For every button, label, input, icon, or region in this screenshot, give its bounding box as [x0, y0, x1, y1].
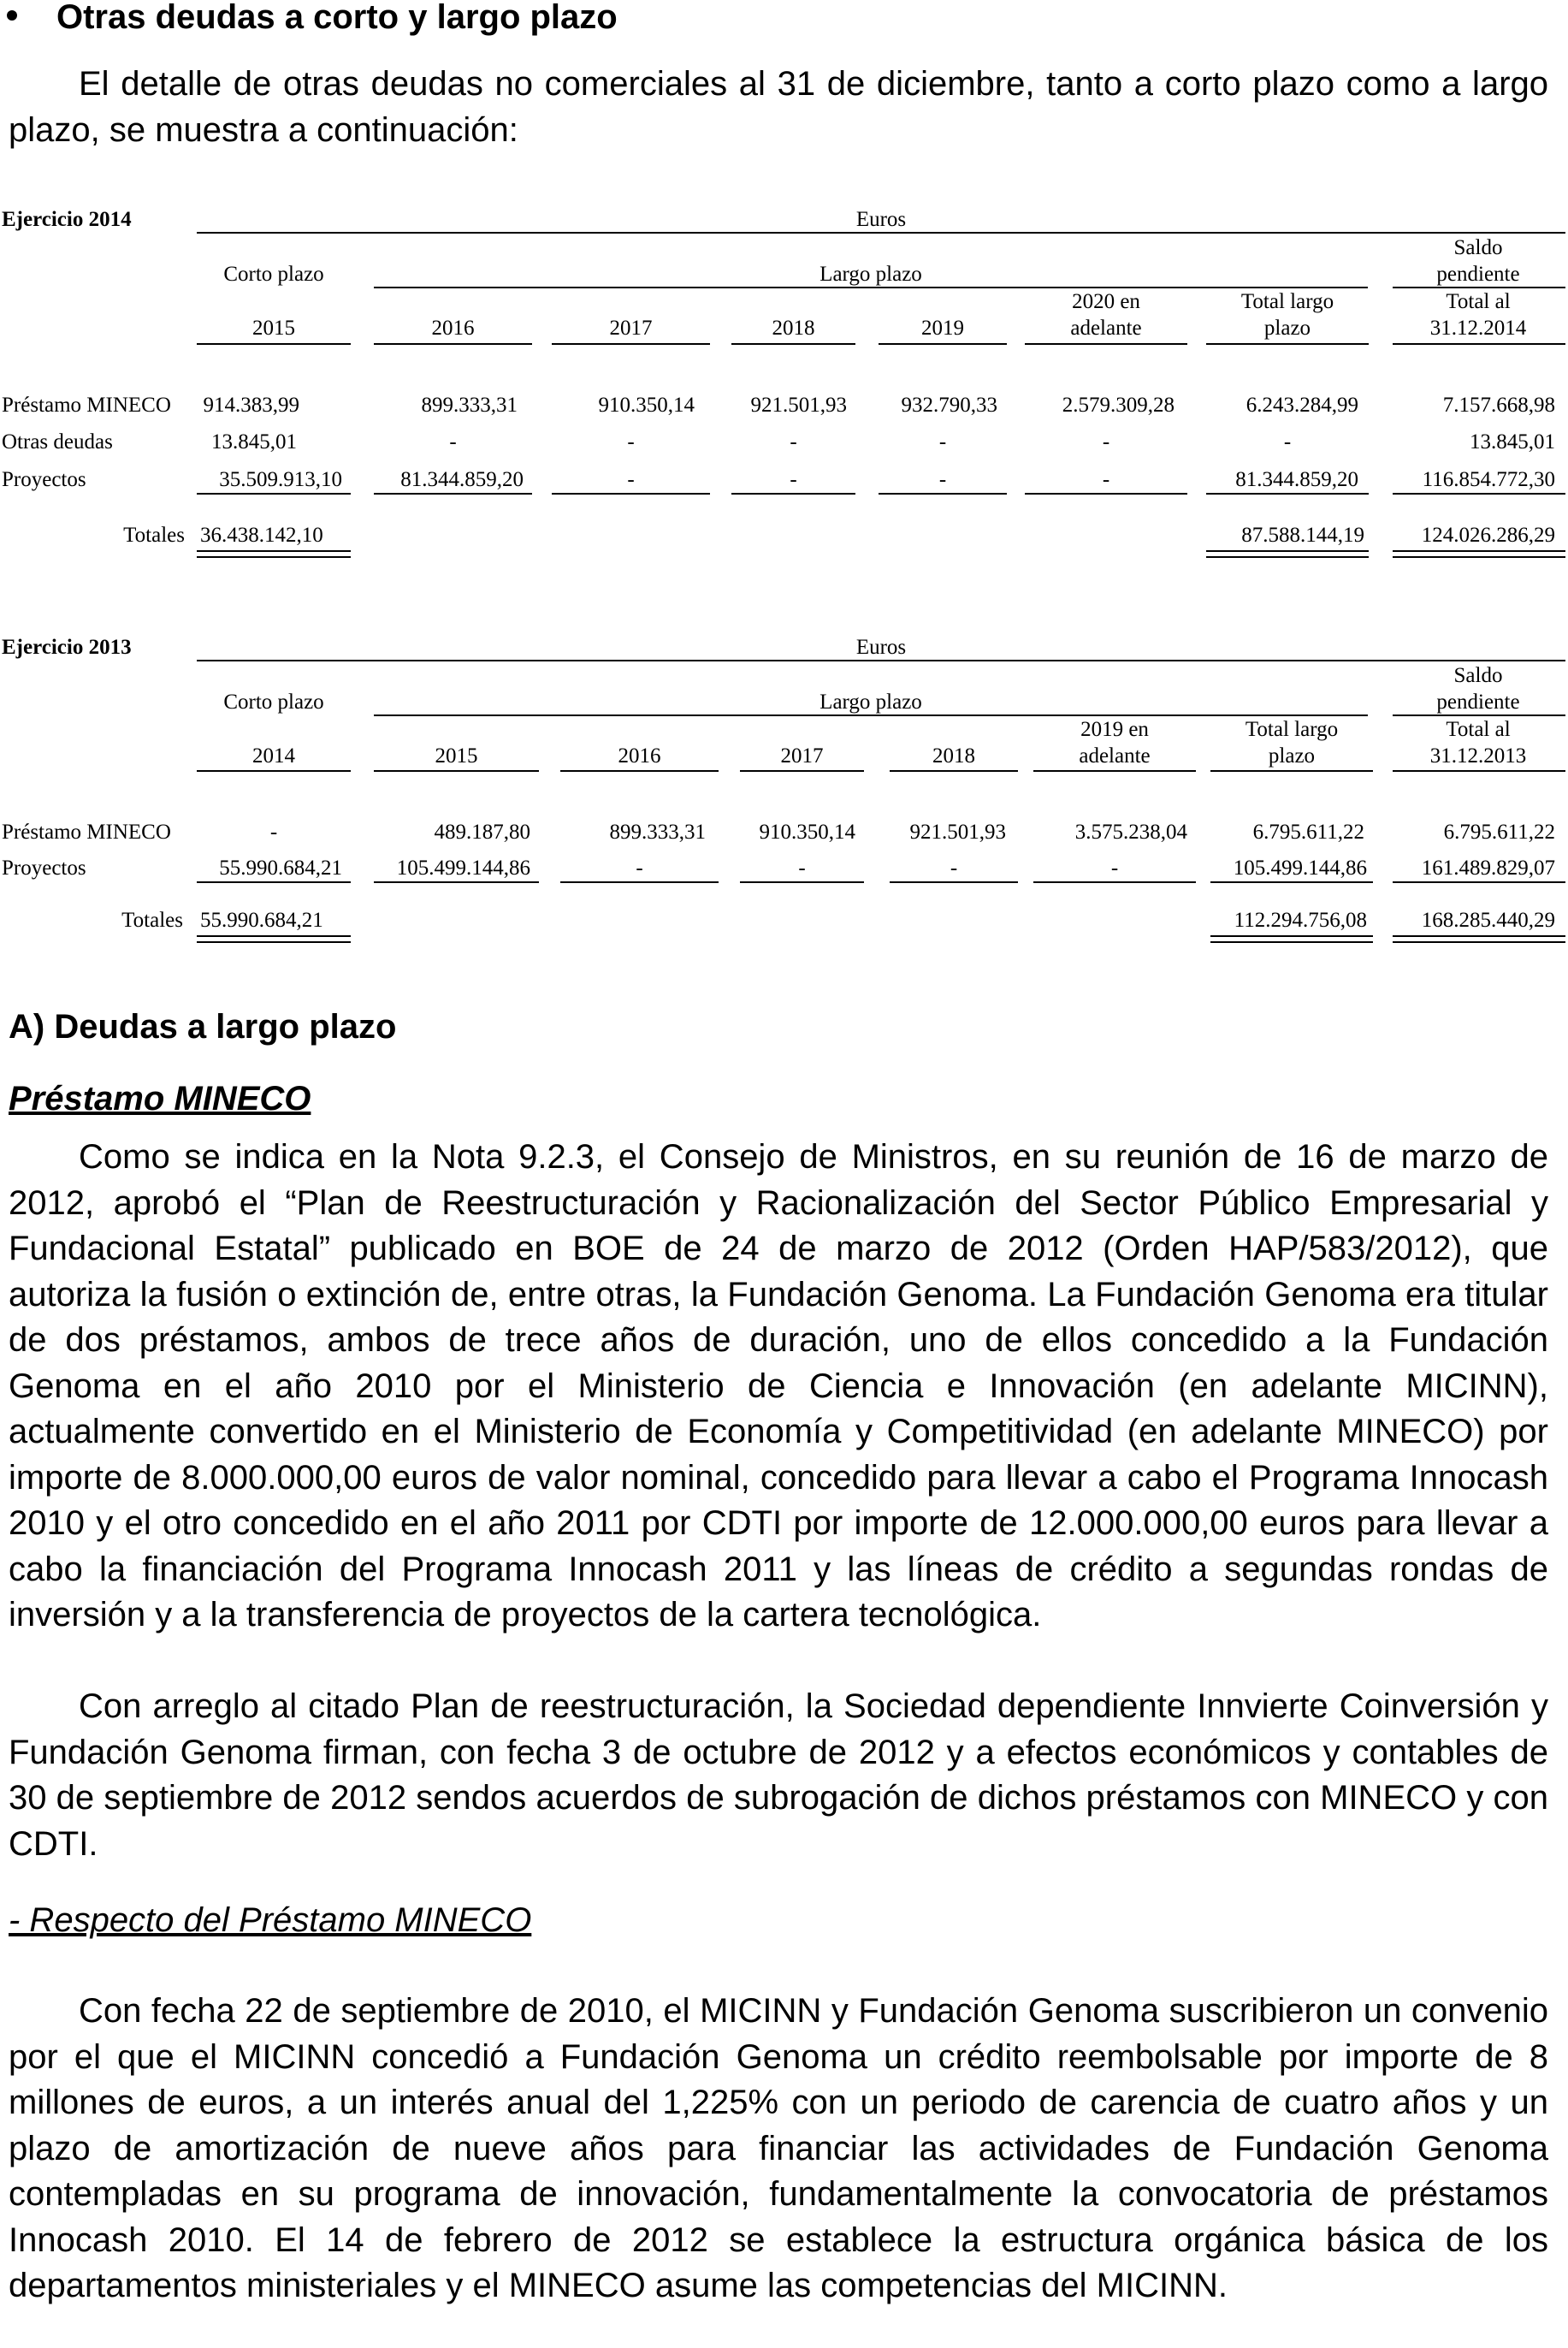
col-year: 2017	[780, 744, 824, 768]
col-year: 2014	[252, 744, 295, 768]
cell: -	[627, 430, 635, 454]
cell: 161.489.829,07	[1421, 857, 1555, 880]
col-year: 2016	[431, 317, 475, 340]
largo-plazo-header: Largo plazo	[820, 263, 922, 286]
cell: -	[790, 430, 797, 454]
total-cell: 87.588.144,19	[1241, 524, 1364, 547]
col-adelante-2: adelante	[1070, 317, 1142, 340]
col-year: 2018	[932, 744, 975, 768]
total-cell: 55.990.684,21	[200, 909, 323, 932]
cell: 910.350,14	[598, 394, 695, 417]
cell: 6.243.284,99	[1246, 394, 1358, 417]
total-cell: 124.026.286,29	[1421, 524, 1555, 547]
table-title: Ejercicio 2013	[2, 636, 132, 659]
cell: -	[938, 468, 947, 491]
paragraph-3: Con fecha 22 de septiembre de 2010, el MICINN y Fundación Genoma suscribieron un convenio por el que el MICINN concedió a Fundación Genoma un crédito reembolsable por importe de 8 millones de euros, a un interés anual del 1,225% con un periodo de carencia de cuatro años y un plazo de amortización de nueve años para financiar las actividades de Fundación Genoma contempladas en su programa de innovación, fundamentalmente la convocatoria de préstamos Innocash 2010. El 14 de febrero de 2012 se establece la estructura orgánica básica de los departamentos ministeriales y el MINECO asume las competencias del MICINN.	[9, 1992, 1548, 2304]
heading-text: Otras deudas a corto y largo plazo	[56, 0, 618, 36]
cell: -	[790, 468, 797, 491]
section-heading	[7, 0, 618, 34]
col-year: 2015	[435, 744, 478, 768]
col-total-al-2: 31.12.2013	[1429, 744, 1527, 768]
paragraph-1: Como se indica en la Nota 9.2.3, el Consejo de Ministros, en su reunión de 16 de marzo de 2012, aprobó el “Plan de Reestructuración y Racionalización del Sector Público Empresarial y Fundacional Estatal” publicado en BOE de 24 de marzo de 2012 (Orden HAP/583/2012), que autoriza la fusión o extinción de, entre otras, la Fundación Genoma. La Fundación Genoma era titular de dos préstamos, ambos de trece años de duración, uno de ellos concedido a la Fundación Genoma en el año 2010 por el Ministerio de Ciencia e Innovación (en adelante MICINN), actualmente convertido en el Ministerio de Economía y Competitividad (en adelante MINECO) por importe de 8.000.000,00 euros de valor nominal, concedido para llevar a cabo el Programa Innocash 2010 y el otro concedido en el año 2011 por CDTI por importe de 12.000.000,00 euros para llevar a cabo la financiación del Programa Innocash 2011 y las líneas de crédito a segundas rondas de inversión y a la transferencia de proyectos de la cartera tecnológica.	[9, 1138, 1548, 1634]
cell: 81.344.859,20	[1235, 468, 1358, 491]
col-adelante-1: 2019 en	[1080, 718, 1149, 741]
col-adelante-1: 2020 en	[1072, 290, 1140, 313]
euros-header: Euros	[855, 636, 907, 659]
section-a-heading: A) Deudas a largo plazo	[9, 1008, 397, 1046]
corto-plazo-header: Corto plazo	[223, 263, 324, 286]
cell: 489.187,80	[434, 821, 530, 844]
total-cell: 36.438.142,10	[200, 524, 323, 547]
cell: 105.499.144,86	[396, 857, 530, 880]
col-total-largo-2: plazo	[1263, 317, 1311, 340]
totals-label: Totales	[121, 909, 183, 932]
col-total-al-2: 31.12.2014	[1429, 317, 1527, 340]
cell: 899.333,31	[421, 394, 518, 417]
col-total-largo-2: plazo	[1268, 744, 1316, 768]
col-adelante-2: adelante	[1079, 744, 1151, 768]
cell: -	[798, 857, 806, 880]
cell: 105.499.144,86	[1233, 857, 1367, 880]
paragraph-2: Con arreglo al citado Plan de reestructuración, la Sociedad dependiente Innvierte Coinversión y Fundación Genoma firman, con fecha 3 de octubre de 2012 y a efectos económicos y contables de 30 de septiembre de 2012 sendos acuerdos de subrogación de dichos préstamos con MINECO y con CDTI.	[9, 1687, 1548, 1863]
cell: 6.795.611,22	[1443, 821, 1555, 844]
cell: 921.501,93	[750, 394, 847, 417]
cell: 899.333,31	[609, 821, 706, 844]
row-label: Préstamo MINECO	[2, 394, 171, 417]
cell: 116.854.772,30	[1422, 468, 1555, 491]
total-cell: 112.294.756,08	[1234, 909, 1367, 932]
cell: 13.845,01	[1470, 430, 1555, 454]
cell: 6.795.611,22	[1252, 821, 1364, 844]
col-year: 2018	[772, 317, 815, 340]
saldo-header-1: Saldo	[1453, 236, 1503, 259]
cell: -	[269, 821, 278, 844]
cell: 932.790,33	[901, 394, 997, 417]
cell: 921.501,93	[909, 821, 1006, 844]
cell: -	[1283, 430, 1292, 454]
col-total-largo-1: Total largo	[1240, 290, 1334, 313]
intro-paragraph: El detalle de otras deudas no comerciales al 31 de diciembre, tanto a corto plazo como a largo plazo, se muestra a continuación:	[9, 65, 1548, 149]
cell: 3.575.238,04	[1074, 821, 1187, 844]
cell: -	[449, 430, 457, 454]
total-cell: 168.285.440,29	[1421, 909, 1555, 932]
largo-plazo-header: Largo plazo	[820, 691, 922, 714]
col-year: 2019	[921, 317, 964, 340]
col-year: 2016	[618, 744, 661, 768]
saldo-header-2: pendiente	[1436, 691, 1520, 714]
respecto-heading: - Respecto del Préstamo MINECO	[9, 1901, 532, 1939]
saldo-header-1: Saldo	[1453, 664, 1503, 687]
euros-header: Euros	[855, 208, 907, 231]
cell: -	[950, 857, 958, 880]
table-title: Ejercicio 2014	[2, 208, 132, 231]
col-total-al-1: Total al	[1446, 290, 1511, 313]
cell: -	[627, 468, 635, 491]
cell: 7.157.668,98	[1442, 394, 1555, 417]
cell: -	[938, 430, 947, 454]
totals-label: Totales	[123, 524, 185, 547]
col-total-al-1: Total al	[1446, 718, 1511, 741]
row-label: Proyectos	[2, 857, 86, 880]
cell: 35.509.913,10	[219, 468, 342, 491]
row-label: Proyectos	[2, 468, 86, 491]
corto-plazo-header: Corto plazo	[223, 691, 324, 714]
cell: -	[636, 857, 643, 880]
cell: -	[1110, 857, 1119, 880]
row-label: Préstamo MINECO	[2, 821, 171, 844]
cell: 914.383,99	[203, 394, 299, 417]
cell: 910.350,14	[759, 821, 855, 844]
cell: 13.845,01	[211, 430, 297, 454]
prestamo-mineco-heading: Préstamo MINECO	[9, 1080, 311, 1118]
cell: 55.990.684,21	[219, 857, 342, 880]
row-label: Otras deudas	[2, 430, 113, 454]
col-total-largo-1: Total largo	[1245, 718, 1339, 741]
cell: 2.579.309,28	[1062, 394, 1175, 417]
cell: -	[1102, 468, 1110, 491]
col-year: 2017	[609, 317, 653, 340]
col-year: 2015	[252, 317, 295, 340]
cell: -	[1102, 430, 1110, 454]
saldo-header-2: pendiente	[1436, 263, 1520, 286]
bullet-icon	[7, 10, 17, 21]
cell: 81.344.859,20	[400, 468, 524, 491]
